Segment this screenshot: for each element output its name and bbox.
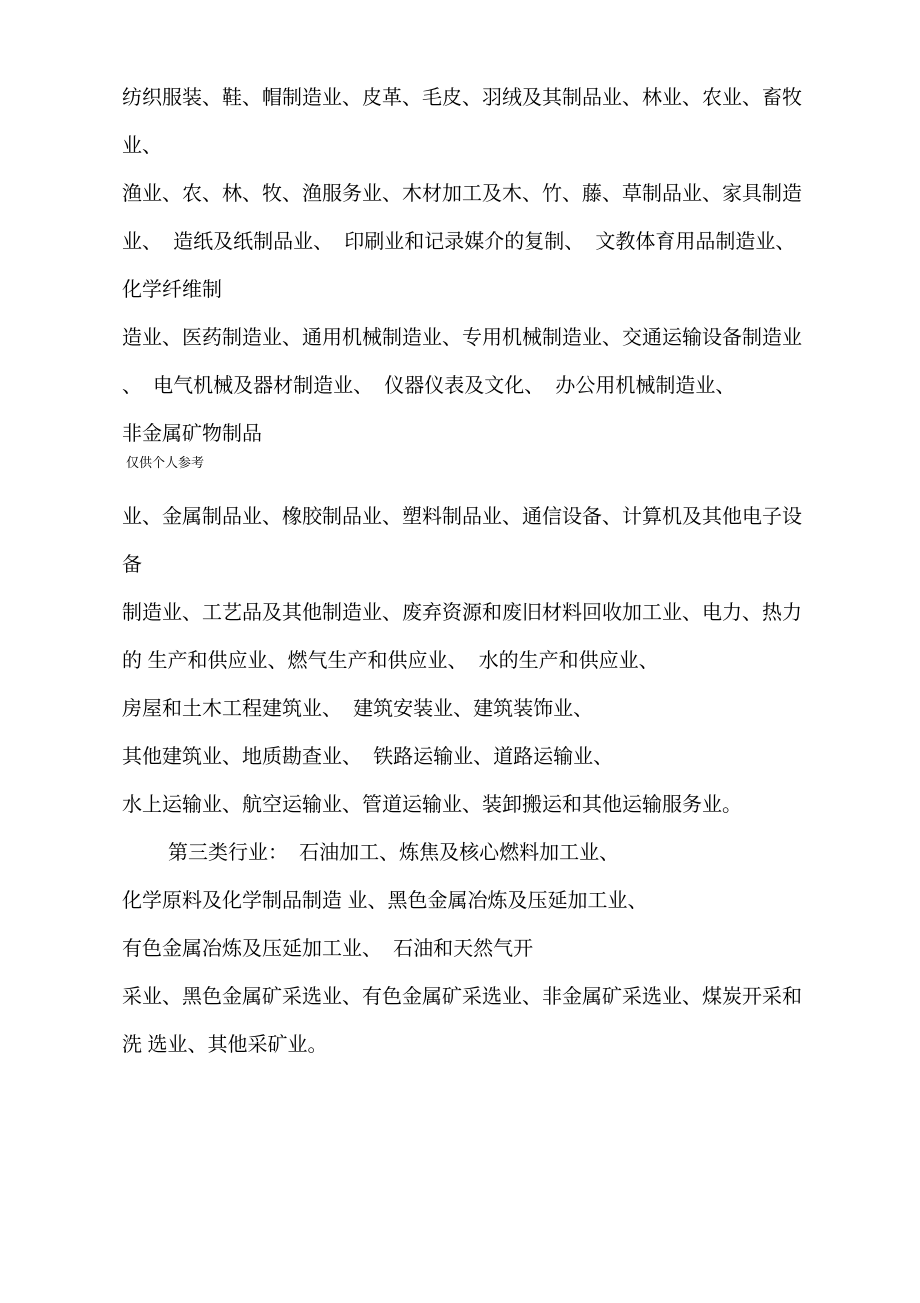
document-text-line: 化学纤维制 xyxy=(122,279,222,301)
document-text-line: 有色金属冶炼及压延加工业、 石油和天然气开 xyxy=(122,938,534,960)
document-text-line: 业、 xyxy=(122,135,162,157)
document-text-line: 第三类行业： 石油加工、炼焦及核心燃料加工业、 xyxy=(168,842,620,864)
document-text-line: 业、金属制品业、橡胶制品业、塑料制品业、通信设备、计算机及其他电子设 xyxy=(122,506,802,528)
document-text-block xyxy=(122,74,812,1069)
document-text-line: 的 生产和供应业、燃气生产和供应业、 水的生产和供应业、 xyxy=(122,650,659,672)
document-text-line: 制造业、工艺品及其他制造业、废弃资源和废旧材料回收加工业、电力、热力 xyxy=(122,602,802,624)
reference-note-line: 仅供个人参考 xyxy=(126,455,205,470)
document-text-line: 渔业、农、林、牧、渔服务业、木材加工及木、竹、藤、草制品业、家具制造 xyxy=(122,183,802,205)
document-text-line: 非金属矿物制品 xyxy=(122,423,262,445)
document-text-line: 其他建筑业、地质勘查业、 铁路运输业、道路运输业、 xyxy=(122,746,614,768)
document-text-line: 房屋和土木工程建筑业、 建筑安装业、建筑装饰业、 xyxy=(122,698,594,720)
document-text-line: 业、 造纸及纸制品业、 印刷业和记录媒介的复制、 文教体育用品制造业、 xyxy=(122,231,796,253)
document-text-line: 采业、黑色金属矿采选业、有色金属矿采选业、非金属矿采选业、煤炭开采和 xyxy=(122,986,802,1008)
document-text-line: 备 xyxy=(122,554,142,576)
document-text-line: 洗 选业、其他采矿业。 xyxy=(122,1034,328,1056)
document-text-line: 、 电气机械及器材制造业、 仪器仪表及文化、 办公用机械制造业、 xyxy=(122,375,736,397)
document-text-line: 造业、医药制造业、通用机械制造业、专用机械制造业、交通运输设备制造业 xyxy=(122,327,802,349)
document-text-line: 化学原料及化学制品制造 业、黑色金属冶炼及压延加工业、 xyxy=(122,890,648,912)
document-text-line: 纺织服装、鞋、帽制造业、皮革、毛皮、羽绒及其制品业、林业、农业、畜牧 xyxy=(122,87,802,109)
document-text-line: 水上运输业、航空运输业、管道运输业、装卸搬运和其他运输服务业。 xyxy=(122,794,742,816)
